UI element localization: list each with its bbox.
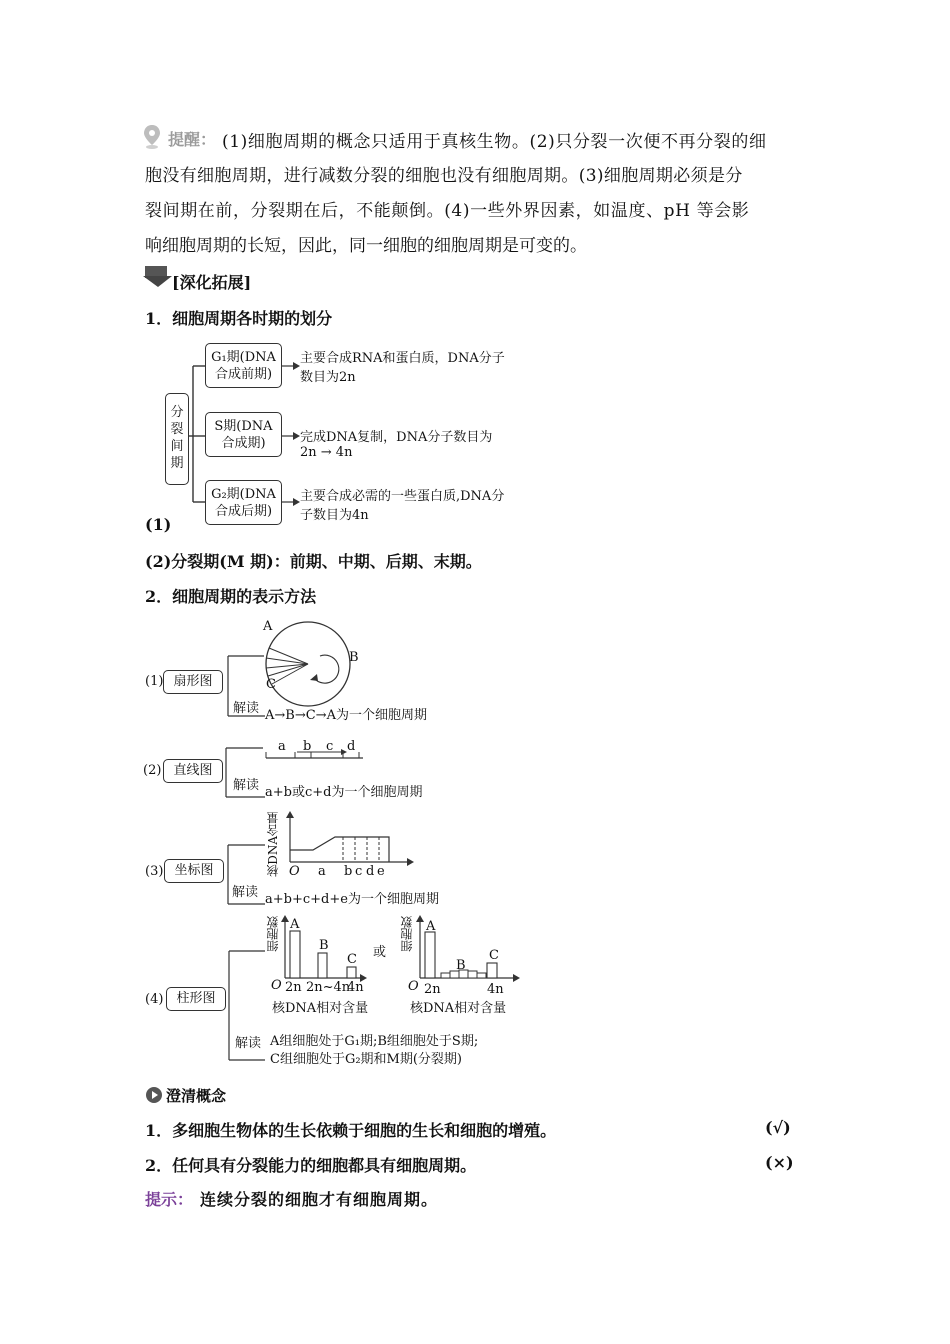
- g1-desc-1: 主要合成RNA和蛋白质，DNA分子: [300, 351, 505, 366]
- g1-phase-box: G₁期(DNA 合成前期): [205, 343, 282, 388]
- clarify-mark-2: (×): [765, 1153, 794, 1172]
- coord-tick-b: b: [344, 864, 353, 879]
- reminder-line-3: 裂间期在前，分裂期在后，不能颠倒。(4)一些外界因素，如温度、pH 等会影: [145, 201, 750, 221]
- bar2-label-c: C: [489, 948, 499, 963]
- method-1-interp-label: 解读: [233, 701, 260, 716]
- s-desc-1: 完成DNA复制，DNA分子数目为: [300, 430, 493, 445]
- method-3-name: 坐标图: [164, 859, 224, 883]
- reminder-line-2: 胞没有细胞周期，进行减数分裂的细胞也没有细胞周期。(3)细胞周期必须是分: [145, 166, 743, 186]
- fan-chart: [262, 618, 382, 718]
- bar1-tick-2: 2n~4n: [306, 980, 351, 995]
- method-4-interp-label: 解读: [235, 1036, 262, 1051]
- g1-desc-2: 数目为2n: [300, 370, 356, 385]
- bar2-label-a: A: [426, 919, 436, 934]
- section-heading: [深化拓展]: [172, 273, 252, 292]
- bar-1-a: [290, 931, 300, 978]
- bar-1-b: [318, 953, 327, 978]
- clarify-mark-1: (√): [765, 1118, 791, 1137]
- line-point-a: a: [278, 739, 286, 754]
- g2-desc-1: 主要合成必需的一些蛋白质,DNA分: [300, 489, 505, 504]
- bar2-ylabel: 细胞数: [400, 916, 414, 952]
- coord-tick-c: c: [355, 864, 363, 879]
- method-1-num: (1): [145, 674, 164, 689]
- bar-2-c: [487, 963, 497, 978]
- bar1-label-c: C: [347, 952, 357, 967]
- method-1-interp: A→B→C→A为一个细胞周期: [265, 708, 427, 723]
- reminder-line-4: 响细胞周期的长短，因此，同一细胞的细胞周期是可变的。: [145, 236, 587, 256]
- method-4-interp-1: A组细胞处于G₁期;B组细胞处于S期;: [270, 1034, 479, 1049]
- clarify-item-1: 1．多细胞生物体的生长依赖于细胞的生长和细胞的增殖。: [145, 1121, 557, 1140]
- method-4-interp-2: C组细胞处于G₂期和M期(分裂期): [270, 1052, 462, 1067]
- bar-2-a: [425, 932, 435, 978]
- method-2-num: (2): [143, 763, 162, 778]
- g2-desc-2: 子数目为4n: [300, 508, 369, 523]
- bar1-tick-3: 4n: [347, 980, 364, 995]
- m-phase-line: (2)分裂期(M 期)：前期、中期、后期、末期。: [145, 552, 482, 571]
- method-2-name: 直线图: [163, 759, 223, 783]
- item1-title: 1．细胞周期各时期的划分: [145, 309, 333, 328]
- item1-marker: (1): [145, 515, 172, 534]
- bar2-origin: O: [408, 979, 419, 994]
- bar-1-c: [347, 967, 356, 978]
- fan-point-c: C: [266, 677, 276, 692]
- bar1-ylabel: 细胞数: [266, 916, 280, 952]
- method-2-interp: a+b或c+d为一个细胞周期: [265, 785, 423, 800]
- line-point-b: b: [303, 739, 312, 754]
- fan-point-b: B: [349, 650, 359, 665]
- g2-phase-box: G₂期(DNA 合成后期): [205, 480, 282, 525]
- fan-point-a: A: [263, 619, 273, 634]
- hint-text: 连续分裂的细胞才有细胞周期。: [200, 1190, 439, 1209]
- line-point-c: c: [326, 739, 334, 754]
- item2-title: 2．细胞周期的表示方法: [145, 587, 317, 606]
- method-1-name: 扇形图: [163, 670, 223, 694]
- coord-tick-e: e: [377, 864, 385, 879]
- line-point-d: d: [347, 739, 356, 754]
- reminder-line-1: (1)细胞周期的概念只适用于真核生物。(2)只分裂一次便不再分裂的细: [222, 132, 767, 152]
- s-desc-2: 2n → 4n: [300, 445, 353, 460]
- bar2-tick-2: 4n: [487, 982, 504, 997]
- bar2-label-b: B: [456, 958, 466, 973]
- s-phase-box: S期(DNA 合成期): [205, 412, 282, 457]
- method-2-interp-label: 解读: [233, 778, 260, 793]
- method-3-num: (3): [145, 864, 164, 879]
- bar1-tick-1: 2n: [285, 980, 302, 995]
- bar1-origin: O: [271, 978, 282, 993]
- clarify-heading: 澄清概念: [166, 1087, 227, 1105]
- reminder-label: 提醒：: [168, 130, 217, 149]
- hint-label: 提示：: [145, 1190, 194, 1209]
- coord-tick-d: d: [366, 864, 375, 879]
- coord-tick-a: a: [318, 864, 326, 879]
- bar2-tick-1: 2n: [424, 982, 441, 997]
- coord-origin: O: [289, 864, 300, 879]
- method-3-interp-label: 解读: [232, 885, 259, 900]
- method-4-name: 柱形图: [166, 987, 226, 1011]
- bar2-xlabel: 核DNA相对含量: [410, 1001, 507, 1016]
- or-label: 或: [373, 945, 387, 960]
- bar1-label-b: B: [319, 938, 329, 953]
- bar1-xlabel: 核DNA相对含量: [272, 1001, 369, 1016]
- method-3-interp: a+b+c+d+e为一个细胞周期: [265, 892, 439, 907]
- bar1-label-a: A: [290, 917, 300, 932]
- clarify-item-2: 2．任何具有分裂能力的细胞都具有细胞周期。: [145, 1156, 477, 1175]
- coord-ylabel: 核DNA含量: [266, 812, 280, 877]
- interphase-label-box: 分 裂 间 期: [165, 393, 189, 485]
- method-4-num: (4): [145, 992, 164, 1007]
